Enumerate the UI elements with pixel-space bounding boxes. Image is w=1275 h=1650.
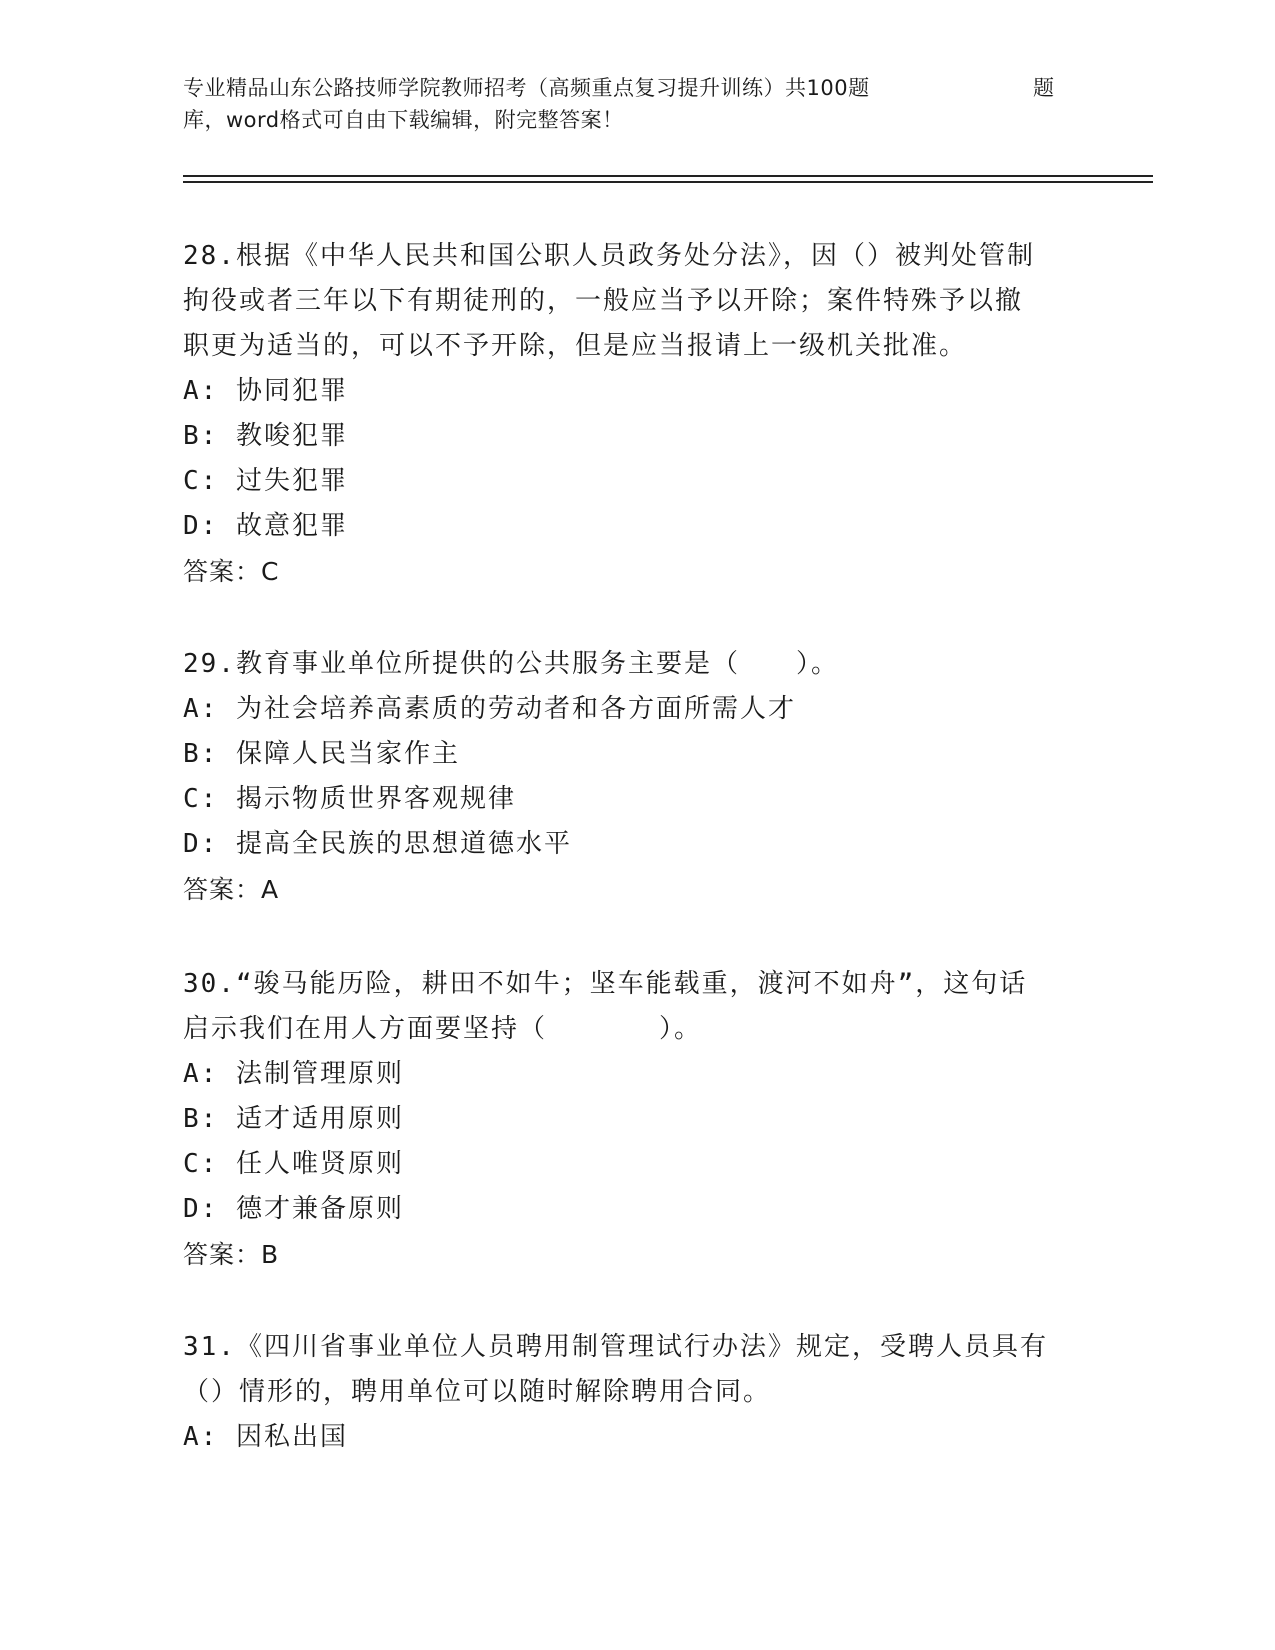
header-divider-top [183, 175, 1153, 177]
option-b: B: 教唆犯罪 [183, 421, 348, 451]
option-d: D: 德才兼备原则 [183, 1194, 404, 1224]
question-28 [183, 234, 1083, 594]
question-text-line: 31.《四川省事业单位人员聘用制管理试行办法》规定，受聘人员具有 [183, 1332, 1048, 1362]
option-a: A: 因私出国 [183, 1422, 348, 1452]
question-text-line: 拘役或者三年以下有期徒刑的，一般应当予以开除；案件特殊予以撤 [183, 286, 1024, 316]
option-d: D: 故意犯罪 [183, 511, 348, 541]
option-b: B: 保障人民当家作主 [183, 739, 460, 769]
question-29 [183, 642, 1083, 912]
option-c: C: 揭示物质世界客观规律 [183, 784, 516, 814]
header-title-tail: 题 [1033, 76, 1055, 100]
header-line-2: 库，word格式可自由下载编辑，附完整答案！ [183, 108, 624, 132]
option-c: C: 任人唯贤原则 [183, 1149, 404, 1179]
question-31 [183, 1325, 1083, 1460]
answer: 答案：B [183, 1240, 280, 1269]
header-divider-bottom [183, 181, 1153, 183]
question-text-line: 启示我们在用人方面要坚持（ ）。 [183, 1014, 703, 1044]
document-header [183, 72, 1083, 136]
answer: 答案：A [183, 875, 280, 904]
option-a: A: 为社会培养高素质的劳动者和各方面所需人才 [183, 694, 796, 724]
question-text-line: 29.教育事业单位所提供的公共服务主要是（ ）。 [183, 649, 839, 679]
option-b: B: 适才适用原则 [183, 1104, 404, 1134]
header-line-1 [183, 72, 1083, 104]
header-title-text: 专业精品山东公路技师学院教师招考（高频重点复习提升训练）共100题 [183, 76, 870, 100]
question-text-line: 30.“骏马能历险，耕田不如牛；坚车能载重，渡河不如舟”，这句话 [183, 969, 1028, 999]
question-text-line: 职更为适当的，可以不予开除，但是应当报请上一级机关批准。 [183, 331, 968, 361]
question-text-line: 28.根据《中华人民共和国公职人员政务处分法》，因（）被判处管制 [183, 241, 1035, 271]
option-d: D: 提高全民族的思想道德水平 [183, 829, 572, 859]
option-a: A: 协同犯罪 [183, 376, 348, 406]
question-30 [183, 962, 1083, 1277]
option-a: A: 法制管理原则 [183, 1059, 404, 1089]
question-text-line: （）情形的，聘用单位可以随时解除聘用合同。 [183, 1377, 772, 1407]
option-c: C: 过失犯罪 [183, 466, 348, 496]
answer: 答案：C [183, 557, 280, 586]
